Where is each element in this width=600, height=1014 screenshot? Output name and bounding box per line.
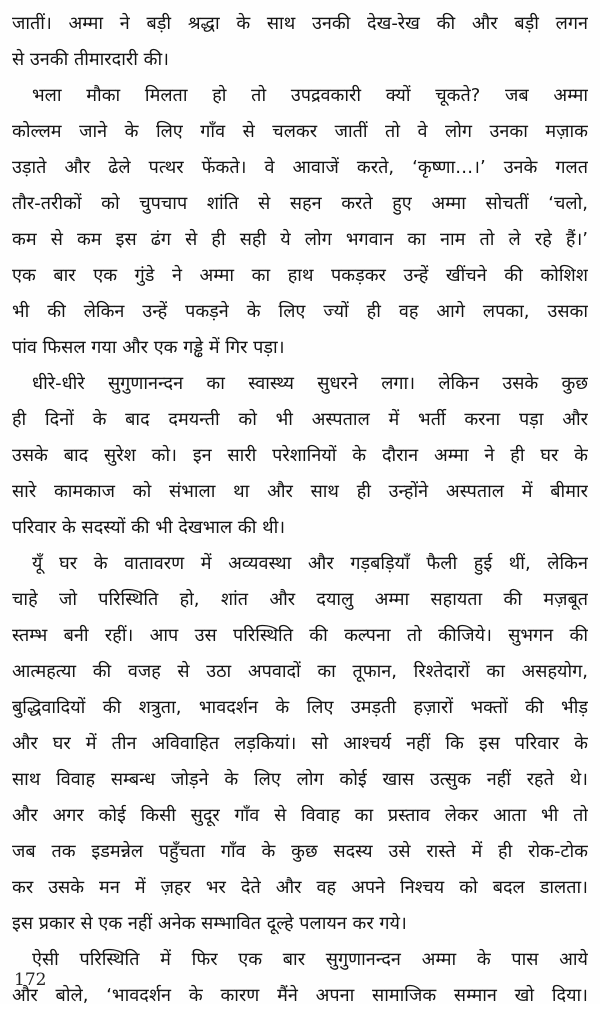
text-line: सारे कामकाज को संभाला था और साथ ही उन्होंने अस्पताल में बीमार <box>12 481 588 502</box>
text-line: से उनकी तीमारदारी की। <box>12 49 169 70</box>
text-line: जातीं। अम्मा ने बड़ी श्रद्धा के साथ उनकी देख-रेख की और बड़ी लगन <box>12 13 588 34</box>
text-line: कर उसके मन में ज़हर भर देते और वह अपने निश्चय को बदल डालता। <box>12 877 588 898</box>
text-line: उड़ाते और ढेले पत्थर फेंकते। वे आवाजें करते, ‘कृष्णा…।’ उनके गलत <box>12 157 588 178</box>
paragraph-first-line: यूँ घर के वातावरण में अव्यवस्था और गड़बड़ियाँ फैली हुई थीं, लेकिन <box>32 553 588 574</box>
text-line: ही दिनों के बाद दमयन्ती को भी अस्पताल में भर्ती करना पड़ा और <box>12 409 588 430</box>
paragraph-first-line: धीरे-धीरे सुगुणानन्दन का स्वास्थ्य सुधरने लगा। लेकिन उसके कुछ <box>32 373 588 394</box>
text-line: परिवार के सदस्यों की भी देखभाल की थी। <box>12 517 286 538</box>
text-line: कोल्लम जाने के लिए गाँव से चलकर जातीं तो वे लोग उनका मज़ाक <box>12 121 588 142</box>
text-line: भी की लेकिन उन्हें पकड़ने के लिए ज्यों ही वह आगे लपका, उसका <box>12 301 588 322</box>
text-line: एक बार एक गुंडे ने अम्मा का हाथ पकड़कर उन्हें खींचने की कोशिश <box>12 265 588 286</box>
text-line: इस प्रकार से एक नहीं अनेक सम्भावित दूल्हे पलायन कर गये। <box>12 913 407 934</box>
text-line: तौर-तरीकों को चुपचाप शांति से सहन करते हुए अम्मा सोचतीं ‘चलो, <box>12 193 588 214</box>
text-line: आत्महत्या की वजह से उठा अपवादों का तूफान, रिश्तेदारों का असहयोग, <box>12 661 588 682</box>
text-line: साथ विवाह सम्बन्ध जोड़ने के लिए लोग कोई खास उत्सुक नहीं रहते थे। <box>12 769 588 790</box>
text-line: पांव फिसल गया और एक गड्ढे में गिर पड़ा। <box>12 337 285 358</box>
page-number: 172 <box>14 970 47 990</box>
text-line: चाहे जो परिस्थिति हो, शांत और दयालु अम्मा सहायता की मज़बूत <box>12 589 588 610</box>
text-line: और अगर कोई किसी सुदूर गाँव से विवाह का प्रस्ताव लेकर आता भी तो <box>12 805 588 826</box>
text-line: स्तम्भ बनी रहीं। आप उस परिस्थिति की कल्पना तो कीजिये। सुभगन की <box>12 625 588 646</box>
paragraph-first-line: ऐसी परिस्थिति में फिर एक बार सुगुणानन्दन अम्मा के पास आये <box>32 949 588 970</box>
paragraph-first-line: भला मौका मिलता हो तो उपद्रवकारी क्यों चूकते? जब अम्मा <box>32 85 588 106</box>
text-line: जब तक इडमन्नेल पहुँचता गाँव के कुछ सदस्य उसे रास्ते में ही रोक-टोक <box>12 841 588 862</box>
body-text <box>12 6 588 1014</box>
text-line: उसके बाद सुरेश को। इन सारी परेशानियों के दौरान अम्मा ने ही घर के <box>12 445 588 466</box>
text-line: और घर में तीन अविवाहित लड़कियां। सो आश्चर्य नहीं कि इस परिवार के <box>12 733 588 754</box>
text-line: और बोले, ‘भावदर्शन के कारण मैंने अपना सामाजिक सम्मान खो दिया। <box>12 985 588 1006</box>
text-line: बुद्धिवादियों की शत्रुता, भावदर्शन के लिए उमड़ती हज़ारों भक्तों की भीड़ <box>12 697 588 718</box>
text-line: कम से कम इस ढंग से ही सही ये लोग भगवान का नाम तो ले रहे हैं।’ <box>12 229 588 250</box>
